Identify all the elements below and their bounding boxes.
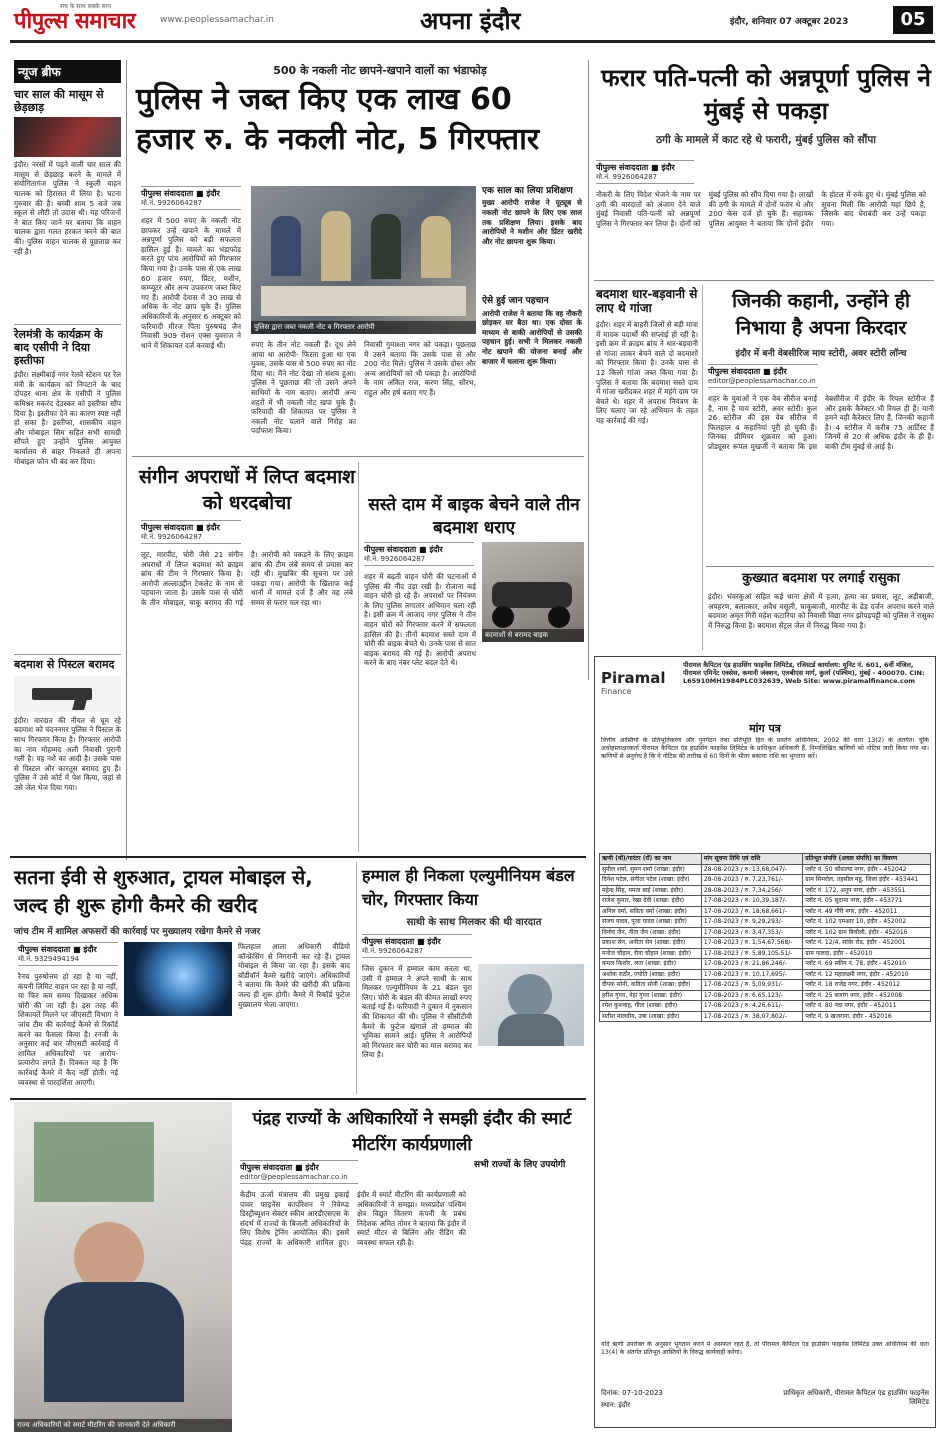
aluminium-text: जिस दुकान में हम्माल काम करता था, उसी में हम्माल ने अपने साथी के साथ मिलकर एल्युमीनियम के 21 बंडल चुरा लिए। चोरी के बंडल की कीमत लाखों रुपए बताई गई है। फरियादी ने दुकान में नुकसान की शिकायत की थी। पुलिस ने सीसीटीवी कैमरे के फुटेज खंगाले तो हम्माल की भूमिका सामने आई। पुलिस ने आरोपियों को गिरफ्तार कर चोरी का माल बरामद कर लिया है। (362, 964, 472, 1060)
lead-sidebar (482, 186, 582, 448)
table-row (600, 864, 931, 875)
lead-byline: पीपुल्स संवाददाता ■ इंदौर मो.नं. 9926064287 (141, 186, 241, 210)
table-cell: प्लॉट नं. 50 कौशल्या नगर, इंदौर - 452042 (803, 864, 931, 875)
webseries-byline: पीपुल्स संवाददाता ■ इंदौर editor@peoplessamachar.co.in (708, 364, 818, 388)
notice-body: वित्तीय आस्तियों के प्रतिभूतिकरण और पुनर्गठन तथा प्रतिभूति हित के प्रवर्तन अधिनियम, 2002 की धारा 13(2) के अंतर्गत। चूंकि अधोहस्ताक्षरकर्ता पीरामल कैपिटल एंड हाउसिंग फाइनेंस लिमिटेड के प्राधिकृत अधिकारी हैं, निम्नलिखित ऋणियों को नोटिस जारी किया गया था। ऋणियों से अनुरोध है कि वे नोटिस की तारीख से 60 दिनों के भीतर बकाया राशि का भुगतान करें। (601, 737, 929, 760)
notice-place: स्थान: इंदौर (601, 1401, 631, 1409)
notice-table (599, 853, 931, 1022)
table-cell: संजय यादव, पूजा यादव (शाखा: इंदौर) (600, 917, 702, 928)
table-cell: दीपक सोनी, कविता सोनी (शाखा: इंदौर) (600, 980, 702, 991)
table-cell: सुनील शर्मा, सुमन शर्मा (शाखा: इंदौर) (600, 864, 702, 875)
table-cell: 17-08-2023 / रु. 1,54,67,568/- (701, 938, 802, 949)
section-title: अपना इंदौर (420, 7, 521, 35)
section-rule (10, 856, 586, 858)
table-cell: 17-08-2023 / रु. 10,17,695/- (701, 969, 802, 980)
smart-meter-photo-caption: राज्य अधिकारियों को स्मार्ट मीटरिंग की जानकारी देते अधिकारी (14, 1419, 232, 1432)
table-cell: रमेश कुशवाह, गीता (शाखा: इंदौर) (600, 1001, 702, 1012)
table-header: मांग सूचना तिथि एवं राशि (701, 854, 802, 865)
table-cell: विनोद जैन, नीता जैन (शाखा: इंदौर) (600, 927, 702, 938)
table-row (600, 959, 931, 970)
table-cell: राजेश कुमार, रेखा देवी (शाखा: इंदौर) (600, 896, 702, 907)
bike-text: शहर में बढ़ती वाहन चोरी की घटनाओं में पुलिस की नींद उड़ा रखी है। रोजाना कई वाहन चोरी हो रहे हैं। अपराधों पर नियंत्रण के लिए पुलिस लगातार अभियान चला रही है। इसी क्रम में आजाद नगर पुलिस ने तीन वाहन चोरों को गिरफ्तार करने में सफलता हासिल की है। तीनों बदमाश सस्ते दाम में चोरी की बाइक बेचते थे। उनके पास से सात बाइक बरामद की गई हैं। आरोपी अपराध करने के बाद नंबर प्लेट बदल देते थे। (364, 572, 476, 668)
aluminium-byline: पीपुल्स संवाददाता ■ इंदौर मो.नं. 9926064287 (362, 934, 472, 958)
section-rule (594, 280, 934, 281)
rasuka-headline: कुख्यात बदमाश पर लगाई रासुका (742, 571, 900, 586)
sangeen-byline: पीपुल्स संवाददाता ■ इंदौर मो.नं. 9926064287 (141, 520, 241, 544)
table-cell: प्लॉट नं. 80 नंदा नगर, इंदौर - 452011 (803, 1001, 931, 1012)
table-row (600, 938, 931, 949)
table-cell: प्लॉट नं. 49 गौरी नगर, इंदौर - 452011 (803, 906, 931, 917)
table-cell: 28-08-2023 / रु. 7,23,761/- (701, 875, 802, 886)
table-cell: 17-08-2023 / रु. 6,65,123/- (701, 990, 802, 1001)
satna-text: रैनच पुरुषोत्तम हो रहा है या नहीं, कंपनी लिमिट वाहन पर रहा है या नहीं, या फिर कम समय दिखाकर अधिक चोरी की जा रही है। इस तरह की शिकायतें मिलने पर जीएसटी विभाग ने जांच टीम की कार्रवाई कैमरे से रिकॉर्ड करने का फैसला किया है। रनजी के अनुसार कई बार जीएसटी कार्रवाई में शामिल अधिकारियों पर आरोप-प्रत्यारोप लगते हैं। दिक्कत यह है कि कार्रवाई कैमरे में कैद नहीं होती। नई व्यवस्था से पारदर्शिता आएगी। (18, 972, 118, 1087)
column-divider (588, 60, 589, 680)
table-row (600, 1001, 931, 1012)
annapurna-byline: पीपुल्स संवाददाता ■ इंदौर मो.नं. 9926064287 (596, 160, 694, 184)
table-cell: कमल किशोर, लता (शाखा: इंदौर) (600, 959, 702, 970)
brief-text: इंदौर। नरसों में पढ़ने वाली चार साल की मासूम से छेड़छाड़ करने के मामले में संयोगितागंज पुलिस ने स्कूली वाहन चालक को हिरासत में लिया है। घटना गुरुवार की है। बच्ची शाम 5 बजे जब स्कूल से लौटी तो उदास थी। यह परिजनों ने बात किए जाने पर बताया कि वाहन चालक द्वारा गलत हरकत करने की बात की। पुलिस वाहन चालक से पूछताछ कर रही है। (14, 160, 121, 256)
table-row (600, 969, 931, 980)
lead-text-col2: रुपए के तीन नोट नकली हैं। दूध लेने आया था आरोपी- फिरता हुआ था एक युवक, उसके पास से 500 रुपए का नोट दिया था। मैंने नोट देखा तो संशय हुआ। पुलिस ने पूछताछ की तो उसने अपने साथियों के नाम बताए। आरोपी अन्य शहरों में भी नकली नोट खपा चुके हैं। फरियादी की शिकायत पर पुलिस ने नकली नोट चलाने वाले गिरोह का पर्दाफाश किया। (251, 340, 356, 436)
piramal-logo: Piramal Finance (601, 669, 666, 696)
annapurna-text: नौकरी के लिए विदेश भेजने के नाम पर ठगी की वारदातों को अंजाम देने वाले मुंबई निवासी पति-पत्नी को अन्नपूर्णा पुलिस ने गिरफ्तार कर लिया है। दोनों को मुंबई पुलिस को सौंप दिया गया है। लाखों की ठगी के मामले में दोनों फरार थे और 200 केस दर्ज हो चुके हैं। सहायक पुलिस आयुक्त ने बताया कि दोनों इंदौर के होटल में रुके हुए थे। मुंबई पुलिस को सूचना मिली कि आरोपी यहां छिपे हैं, जिसके बाद घेराबंदी कर उन्हें पकड़ा गया। (596, 190, 926, 228)
column-divider (356, 862, 357, 1094)
satna-text-b: फिलहाल आला अधिकारी वीडियो कॉन्फ्रेंसिंग से निगरानी कर रहे हैं। ट्रायल मोबाइल से किया जा रहा है। इसके बाद बॉडीवॉर्न कैमरे खरीदे जाएंगे। अधिकारियों ने बताया कि कैमरे की खरीदी की प्रक्रिया जल्द ही शुरू होगी। कैमरे में रिकॉर्ड फुटेज मुख्यालय भेजा जाएगा। (238, 942, 350, 1009)
masthead-rule (10, 40, 935, 43)
table-row (600, 917, 931, 928)
table-row (600, 906, 931, 917)
dateline: इंदौर, शनिवार 07 अक्टूबर 2023 (730, 17, 849, 27)
bike-photo (482, 542, 584, 642)
table-cell: 17-08-2023 / रु. 38,07,802/- (701, 1011, 802, 1022)
brief-headline: बदमाश से पिस्टल बरामद (14, 658, 115, 672)
table-cell: 17-08-2023 / रु. 10,39,187/- (701, 896, 802, 907)
website-url: www.peoplessamachar.in (160, 15, 274, 25)
notice-date: दिनांक: 07-10-2023 (601, 1389, 663, 1397)
table-header: प्रतिभूत संपत्ति (अचल संपत्ति) का विवरण (803, 854, 931, 865)
table-cell: अनिल वर्मा, सविता वर्मा (शाखा: इंदौर) (600, 906, 702, 917)
table-cell: प्लॉट नं. 25 बजरंग नगर, इंदौर - 452008 (803, 990, 931, 1001)
smart-meter-photo (14, 1102, 232, 1432)
ganja-text: इंदौर। शहर में बाहरी जिलों से बड़ी मात्रा में मादक पदार्थों की सप्लाई हो रही है। इसी क्रम में क्राइम ब्रांच ने धार-बड़वानी से गांजा लाकर बेचने वाले दो बदमाशों को गिरफ्तार किया है। उनके पास से 12 किलो गांजा जब्त किया गया है। पुलिस ने बताया कि बदमाश सस्ते दाम में गांजा खरीदकर शहर में महंगे दाम पर बेचते थे। शहर में अपराध नियंत्रण के लिए चलाए जा रहे अभियान के तहत यह कार्रवाई की गई। (596, 320, 698, 425)
satna-byline: पीपुल्स संवाददाता ■ इंदौर मो.नं. 9329494194 (18, 942, 118, 966)
column-divider (358, 462, 359, 852)
table-row (600, 885, 931, 896)
sidebar-text: आरोपी राजेश ने बताया कि वह नौकरी छोड़कर घर बैठा था। एक दोस्त के माध्यम से बाकी आरोपियों से उसकी पहचान हुई। सभी ने मिलकर नकली नोट खपाने की योजना बनाई और बाजार में चलाना शुरू किया। (482, 308, 582, 366)
table-cell: प्लॉट नं. 102 ग्राम बिचौली, इंदौर - 452016 (803, 927, 931, 938)
notice-footer: यदि ऋणी उपरोक्त के अनुसार भुगतान करने में असफल रहते हैं, तो पीरामल कैपिटल एंड हाउसिंग फाइनेंस लिमिटेड उक्त अधिनियम की धारा 13(4) के अंतर्गत प्रतिभूत आस्तियों के विरुद्ध कार्यवाही करेगा। (601, 1341, 929, 1356)
table-header: ऋणी (यों)/गारंटर (रों) का नाम (600, 854, 702, 865)
table-row (600, 980, 931, 991)
lead-photo-caption: पुलिस द्वारा जब्त नकली नोट व गिरफ्तार आरोपी (251, 321, 476, 334)
table-cell: महेन्द्र सिंह, ममता बाई (शाखा: इंदौर) (600, 885, 702, 896)
annapurna-deck: ठगी के मामले में काट रहे थे फरारी, मुंबई पुलिस को सौंपा (655, 134, 877, 146)
webseries-text: शहर के युवाओं ने एक वेब सीरीज बनाई है, नाम है माय स्टोरी, अवर स्टोरी। कुल 26 स्टोरीज की इस वेब सीरीज में फिलहाल 4 कहानियां पूरी हो चुकी हैं। जिनका प्रीमियर शुक्रवार को हुआ। प्रोड्यूसर रूपल मुखर्जी ने बताया कि इस वेबसीरीज में इंदौर के रियल स्टोरीज हैं और इसके कैरेक्टर भी रियल ही हैं। यानी हमने वही कैरेक्टर लिए हैं, जिनकी कहानी है। 4 स्टोरीज में करीब 75 आर्टिस्ट हैं जिनमें से 20 से अधिक इंदौर के ही हैं। बाकी टीम मुंबई से आई है। (708, 394, 934, 451)
table-cell: 17-08-2023 / रु. 18,68,661/- (701, 906, 802, 917)
table-cell: प्लॉट नं. 69 स्कीम नं. 78, इंदौर - 452010 (803, 959, 931, 970)
table-cell: प्लॉट नं. 05 सुदामा नगर, इंदौर - 453771 (803, 896, 931, 907)
sidebar-title: ऐसे हुई जान पहचान (482, 296, 549, 307)
bike-headline: सस्ते दाम में बाइक बेचने वाले तीन बदमाश धराए (368, 495, 580, 538)
lead-text-col3: निवासी गुमाश्ता नगर को पकड़ा। पूछताछ में उसने बताया कि उसके पास से और 200 नोट मिले। पुलिस ने उसके दोस्त और अन्य आरोपियों को भी पकड़ा है। आरोपियों के नाम अंकित राज, करण सिंह, सौरभ, राहुल और हर्ष बताए गए हैं। (364, 340, 476, 397)
brief-headline: रेलमंत्री के कार्यक्रम के बाद एसीपी ने दिया इस्तीफा (14, 328, 103, 367)
brief-item (14, 89, 121, 320)
webseries-headline: जिनकी कहानी, उन्होंने ही निभाया है अपना किरदार (732, 290, 910, 339)
notice-table-wrap (599, 853, 931, 1335)
masthead (0, 0, 945, 40)
lead-kicker: 500 के नकली नोट छापने-खपाने वालों का भंडाफोड़ (273, 64, 487, 77)
table-cell: प्लॉट नं. 9 खजराना, इंदौर - 452016 (803, 1011, 931, 1022)
table-cell: हरीश गुप्ता, नेहा गुप्ता (शाखा: इंदौर) (600, 990, 702, 1001)
lead-headline: पुलिस ने जब्त किए एक लाख 60 हजार रु. के नकली नोट, 5 गिरफ्तार (136, 82, 540, 157)
sidebar-title: एक साल का लिया प्रशिक्षण (482, 186, 573, 196)
smart-meter-headline: पंद्रह राज्यों के अधिकारियों ने समझी इंदौर की स्मार्ट मीटरिंग कार्यप्रणाली (252, 1109, 572, 1155)
smart-meter-byline: पीपुल्स संवाददाता ■ इंदौर editor@peoplessamachar.co.in (240, 1160, 358, 1184)
table-row (600, 875, 931, 886)
aluminium-deck: साथी के साथ मिलकर की थी वारदात (406, 917, 542, 928)
sidebar-title: सभी राज्यों के लिए उपयोगी (474, 1160, 566, 1170)
table-cell: 17-08-2023 / रु. 21,86,246/- (701, 959, 802, 970)
brief-text: इंदौर। लक्ष्मीबाई नगर रेलवे स्टेशन पर रेल मंत्री के कार्यक्रम को निपटाने के बाद दोपहर थाना क्षेत्र के एसीपी ने पुलिस कमिश्नर मकरंद देउस्कर को इस्तीफा सौंप दिया है। इस्तीफा देने का कारण स्पष्ट नहीं हो सका है। इस्तीफा, शासकीय वाहन और मोबाइल सिम सहित सभी सामग्री सौंपते हुए उन्होंने पुलिस आयुक्त कार्यालय से बाहर निकलते ही अपना मोबाइल फोन भी बंद कर दिया। (14, 370, 121, 466)
table-cell: मनोज चौहान, रीना चौहान (शाखा: इंदौर) (600, 948, 702, 959)
lead-text-col1: शहर में 500 रुपए के नकली नोट छापकर उन्हें खपाने के मामले में अन्नपूर्णा पुलिस को बड़ी सफलता हासिल हुई है। मामले का भंडाफोड़ करते हुए पांच आरोपियों को गिरफ्तार किया गया है। उनके पास से एक लाख 60 हजार रुपए, प्रिंटर, मशीन, कम्प्यूटर और अन्य उपकरण जब्त किए गए हैं। आरोपी देवास में 30 लाख से अधिक के नोट छाप चुके हैं। पुलिस अधिकारियों के अनुसार 6 अक्टूबर को फरियादी मीरज पिता पुरुषचंद्र जैन निवासी 909 रोशन एक्स युवराज ने थाने में शिकायत दर्ज करवाई थी। (141, 216, 241, 350)
section-rule (10, 1098, 586, 1100)
table-row (600, 990, 931, 1001)
smart-meter-text: केंद्रीय ऊर्जा मंत्रालय की प्रमुख इकाई पावर फाइनेंस कार्पोरेशन ने रिवेम्प्ड डिस्ट्रीब्यूशन सेक्टर स्कीम आरडीएसएस के संदर्भ में राज्यों के बिजली अधिकारियों के लिए विशेष ट्रेनिंग आयोजित की। इसमें पंद्रह राज्यों के अधिकारी शामिल हुए। इंदौर में स्मार्ट मीटरिंग की कार्यप्रणाली को अधिकारियों ने समझा। मध्यप्रदेश पश्चिम क्षेत्र विद्युत वितरण कंपनी के प्रबंध निदेशक अमित तोमर ने बताया कि इंदौर में स्मार्ट मीटर से बिलिंग और रीडिंग की व्यवस्था सफल रही है। (240, 1190, 466, 1247)
bike-photo-caption: बदमाशों से बरामद बाइक (482, 629, 584, 642)
table-cell: 17-08-2023 / रु. 5,09,931/- (701, 980, 802, 991)
table-cell: दिनेश पटेल, संगीता पटेल (शाखा: इंदौर) (600, 875, 702, 886)
table-cell: 17-08-2023 / रु. 5,89,105.51/- (701, 948, 802, 959)
section-rule (132, 456, 584, 457)
brief-headline: चार साल की मासूम से छेड़छाड़ (14, 88, 104, 114)
section-rule (706, 566, 934, 567)
news-brief-label: न्यूज ब्रीफ (14, 60, 121, 83)
table-cell: प्लॉट नं. 12 महालक्ष्मी नगर, इंदौर - 452010 (803, 969, 931, 980)
table-cell: 17-08-2023 / रु. 3,47,353/- (701, 927, 802, 938)
table-row (600, 948, 931, 959)
satna-headline: सतना ईवी से शुरुआत, ट्रायल मोबाइल से, जल्द ही शुरू होगी कैमरे की खरीद (14, 866, 313, 917)
pistol-photo (14, 676, 121, 712)
satna-deck: जांच टीम में शामिल अफसरों की कार्रवाई पर मुख्यालय रखेगा कैमरे से नजर (14, 927, 261, 937)
table-cell: प्लॉट नं. 102 एमआर 10, इंदौर - 452002 (803, 917, 931, 928)
ganja-headline: बदमाश धार-बड़वानी से लाए थे गांजा (596, 287, 698, 315)
notice-title: मांग पत्र (749, 722, 781, 735)
table-row (600, 896, 931, 907)
table-cell: 17-08-2023 / रु. 4,26,611/- (701, 1001, 802, 1012)
column-divider (702, 285, 703, 650)
table-cell: प्लॉट नं. 12/4, सांवेर रोड, इंदौर - 452001 (803, 938, 931, 949)
table-cell: प्रकाश सेन, अनीता सेन (शाखा: इंदौर) (600, 938, 702, 949)
table-row (600, 927, 931, 938)
news-brief-column (14, 60, 121, 860)
table-cell: प्लॉट नं. 18 राजेंद्र नगर, इंदौर - 452012 (803, 980, 931, 991)
table-cell: ग्राम सिमरोल, तहसील महू, जिला इंदौर - 453441 (803, 875, 931, 886)
table-cell: प्लॉट नं. 172, अनूप नगर, इंदौर - 453551 (803, 885, 931, 896)
annapurna-headline: फरार पति-पत्नी को अन्नपूर्णा पुलिस ने मुंबई से पकड़ा (601, 64, 931, 125)
notice-header: पीरामल कैपिटल एंड हाउसिंग फाइनेंस लिमिटेड, रजिस्टर्ड कार्यालय: यूनिट नं. 601, 6वीं मंजिल, पीरामल एमिनेंट एक्सेस, कमानी जंक्शन, एलबीएस मार्ग, कुर्ला (पश्चिम), मुंबई - 400070. CIN: L65910MH1984PLC032639, Web Site: www.piramalfinance.com (683, 661, 925, 685)
brief-item (14, 659, 121, 886)
table-cell: 17-08-2023 / रु. 9,29,293/- (701, 917, 802, 928)
aluminium-headline: हम्माल ही निकला एल्युमीनियम बंडल चोर, गिरफ्तार किया (362, 866, 575, 909)
bike-byline: पीपुल्स संवाददाता ■ इंदौर मो.नं. 9926064287 (364, 542, 474, 566)
brief-text: इंदौर। वारदात की नीयत से घूम रहे बदमाश को चंदननगर पुलिस ने पिस्टल के साथ गिरफ्तार किया है। गिरफ्तार आरोपी का नाम मोहम्मद अली निवासी पुरानी गली है। वह नशे का आदी है। उसके पास से पिस्टल और कारतूस बरामद हुए हैं। पुलिस ने उसे कोर्ट में पेश किया, जहां से उसे जेल भेज दिया गया। (14, 715, 121, 792)
column-divider (126, 60, 127, 860)
table-cell: ग्राम पालदा, इंदौर - 452010 (803, 948, 931, 959)
smart-meter-sidebar (474, 1160, 584, 1426)
table-cell: 28-08-2023 / रु. 13,68,047/- (701, 864, 802, 875)
notice-signatory: प्राधिकृत अधिकारी, पीरामल कैपिटल एंड हाउसिंग फाइनेंस लिमिटेड (783, 1389, 929, 1406)
legal-notice (594, 656, 936, 1428)
brief-photo (14, 117, 121, 157)
sidebar-text: मुख्य आरोपी राजेश ने यूट्यूब से नकली नोट छापने के लिए एक साल तक प्रशिक्षण लिया। इसके बाद आरोपियों ने मशीन और प्रिंटर खरीदे और नोट छापना शुरू किया। (482, 198, 582, 246)
sangeen-text: लूट, मारपीट, चोरी जैसे 21 संगीन अपराधों में लिप्त बदमाश को क्राइम ब्रांच की टीम ने गिरफ्तार किया है। आरोपी अल्लाउद्दीन टेकलेट के नाम से पहचाना जाता है। उसके पास से चोरी के तीन मोबाइल, चाकू बरामद की गई है। आरोपी को पकड़ने के लिए क्राइम ब्रांच की टीम लंबे समय से प्रयास कर रही थी। मुखबिर की सूचना पर उसे पकड़ा गया। आरोपी के खिलाफ कई थानों में मामले दर्ज हैं और वह लंबे समय से फरार चल रहा था। (141, 550, 353, 607)
sangeen-headline: संगीन अपराधों में लिप्त बदमाश को धरदबोचा (138, 466, 356, 514)
brand-logo: पीपुल्स समाचार (14, 9, 136, 34)
brand-tagline: सच के साथ सबके साथ (60, 3, 112, 10)
table-cell: अशोक राठौर, ज्योति (शाखा: इंदौर) (600, 969, 702, 980)
rasuka-text: इंदौर। भंवरकुआं सहित कई थाना क्षेत्रों में हत्या, हत्या का प्रयास, लूट, अड़ीबाजी, अपहरण, बलात्कार, अवैध वसूली, चाकूबाजी, मारपीट के ढेड़ दर्जन अपराध करने वाले बदमाश अमृत गिरी महेश कटारिया को निवासी विद्या नगर झोपड़पट्टी को पुलिस ने रासुका में निरुद्ध किया है। बदमाश सेंट्रल जेल में निरुद्ध किया गया है। (708, 592, 934, 630)
brief-item (14, 329, 121, 650)
webseries-deck: इंदौर में बनी वेबसीरिज माय स्टोरी, अवर स्टोरी लॉन्च (735, 349, 907, 359)
table-cell: 28-08-2023 / रु. 7,34,256/- (701, 885, 802, 896)
satna-camera-graphic (124, 942, 232, 1016)
table-cell: सतीश मालवीय, उषा (शाखा: इंदौर) (600, 1011, 702, 1022)
aluminium-sketch (478, 964, 584, 1046)
table-row (600, 1011, 931, 1022)
lead-photo (251, 186, 476, 334)
page-number: 05 (893, 6, 933, 34)
